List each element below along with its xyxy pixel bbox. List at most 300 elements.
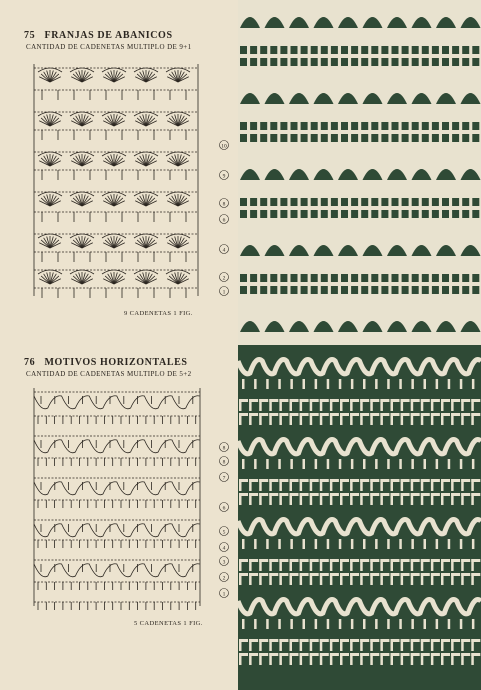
mesh-post — [330, 493, 333, 505]
mesh-post — [239, 573, 242, 585]
mesh-post — [310, 639, 313, 651]
mesh-square — [371, 274, 378, 282]
mesh-post — [320, 479, 323, 491]
mesh-square — [311, 58, 318, 66]
mesh-post — [431, 413, 434, 425]
mesh-square — [321, 210, 328, 218]
mesh-post — [451, 573, 454, 585]
mesh-square — [402, 274, 409, 282]
mesh-post — [441, 479, 444, 491]
mesh-square — [250, 122, 257, 130]
mesh-post — [350, 573, 353, 585]
stitch-post — [448, 619, 451, 629]
stitch-post — [315, 379, 318, 389]
mesh-square — [341, 134, 348, 142]
mesh-post — [411, 573, 414, 585]
mesh-post — [401, 639, 404, 651]
mesh-post — [239, 559, 242, 571]
mesh-post — [269, 493, 272, 505]
mesh-post — [421, 653, 424, 665]
mesh-post — [441, 413, 444, 425]
mesh-post — [360, 493, 363, 505]
mesh-post — [401, 559, 404, 571]
mesh-post — [290, 639, 293, 651]
mesh-post — [239, 653, 242, 665]
stitch-post — [472, 459, 475, 469]
mesh-post — [471, 653, 474, 665]
mesh-square — [240, 198, 247, 206]
mesh-square — [452, 58, 459, 66]
mesh-square — [240, 122, 247, 130]
row-label: 1 — [222, 289, 226, 296]
mesh-square — [432, 286, 439, 294]
mesh-square — [462, 134, 469, 142]
mesh-square — [462, 46, 469, 54]
mesh-post — [350, 399, 353, 411]
stitch-post — [351, 379, 354, 389]
mesh-square — [452, 274, 459, 282]
stitch-post — [436, 539, 439, 549]
row-label: 8 — [222, 459, 226, 466]
stitch-post — [339, 539, 342, 549]
stitch-post — [460, 539, 463, 549]
mesh-square — [402, 198, 409, 206]
mesh-square — [270, 134, 277, 142]
stitch-post — [303, 539, 306, 549]
mesh-post — [310, 399, 313, 411]
mesh-post — [451, 493, 454, 505]
mesh-square — [240, 46, 247, 54]
mesh-post — [431, 399, 434, 411]
mesh-post — [350, 559, 353, 571]
stitch-post — [387, 459, 390, 469]
mesh-square — [351, 198, 358, 206]
mesh-square — [260, 122, 267, 130]
mesh-post — [269, 479, 272, 491]
mesh-post — [330, 653, 333, 665]
row-label: 10 — [221, 143, 227, 150]
mesh-square — [341, 210, 348, 218]
mesh-post — [360, 559, 363, 571]
mesh-post — [259, 493, 262, 505]
mesh-post — [431, 479, 434, 491]
mesh-square — [321, 122, 328, 130]
stitch-post — [460, 619, 463, 629]
mesh-square — [291, 198, 298, 206]
mesh-square — [280, 122, 287, 130]
stitch-post — [375, 379, 378, 389]
mesh-post — [370, 639, 373, 651]
stitch-post — [411, 459, 414, 469]
mesh-post — [259, 653, 262, 665]
mesh-post — [249, 479, 252, 491]
mesh-post — [411, 639, 414, 651]
mesh-square — [331, 134, 338, 142]
mesh-post — [300, 479, 303, 491]
mesh-square — [291, 122, 298, 130]
stitch-post — [411, 539, 414, 549]
mesh-post — [431, 493, 434, 505]
mesh-square — [392, 210, 399, 218]
mesh-post — [249, 399, 252, 411]
mesh-square — [351, 134, 358, 142]
mesh-square — [381, 198, 388, 206]
mesh-square — [381, 210, 388, 218]
mesh-post — [279, 399, 282, 411]
mesh-square — [321, 274, 328, 282]
mesh-post — [310, 559, 313, 571]
mesh-post — [269, 653, 272, 665]
stitch-post — [448, 379, 451, 389]
mesh-square — [361, 46, 368, 54]
stitch-post — [315, 619, 318, 629]
mesh-post — [279, 653, 282, 665]
mesh-post — [421, 639, 424, 651]
pattern-75-heading — [24, 30, 173, 41]
stitch-post — [266, 539, 269, 549]
mesh-square — [371, 286, 378, 294]
mesh-square — [351, 122, 358, 130]
stitch-post — [387, 379, 390, 389]
mesh-square — [452, 210, 459, 218]
mesh-square — [432, 198, 439, 206]
mesh-post — [300, 413, 303, 425]
mesh-square — [462, 198, 469, 206]
stitch-post — [278, 459, 281, 469]
mesh-square — [311, 286, 318, 294]
mesh-post — [411, 653, 414, 665]
mesh-post — [340, 639, 343, 651]
stitch-post — [363, 619, 366, 629]
mesh-square — [371, 46, 378, 54]
mesh-post — [249, 559, 252, 571]
mesh-square — [341, 286, 348, 294]
mesh-post — [391, 573, 394, 585]
row-label: 5 — [222, 529, 226, 536]
mesh-post — [249, 639, 252, 651]
mesh-square — [422, 210, 429, 218]
stitch-post — [303, 379, 306, 389]
mesh-post — [380, 639, 383, 651]
mesh-square — [442, 274, 449, 282]
mesh-square — [392, 134, 399, 142]
mesh-square — [291, 210, 298, 218]
mesh-square — [402, 286, 409, 294]
row-label: 7 — [222, 475, 226, 482]
row-label: 6 — [222, 217, 226, 224]
row-label: 2 — [222, 275, 226, 282]
mesh-square — [452, 286, 459, 294]
mesh-square — [321, 286, 328, 294]
mesh-square — [361, 286, 368, 294]
stitch-post — [315, 459, 318, 469]
mesh-post — [370, 479, 373, 491]
stitch-post — [242, 539, 245, 549]
mesh-square — [301, 58, 308, 66]
mesh-square — [250, 286, 257, 294]
pattern-75-title: FRANJAS DE ABANICOS — [44, 30, 173, 41]
mesh-square — [472, 58, 479, 66]
mesh-square — [301, 122, 308, 130]
mesh-square — [422, 122, 429, 130]
mesh-post — [370, 399, 373, 411]
mesh-square — [472, 210, 479, 218]
mesh-square — [270, 198, 277, 206]
mesh-square — [291, 274, 298, 282]
stitch-post — [472, 379, 475, 389]
mesh-post — [471, 493, 474, 505]
row-label: 3 — [222, 559, 226, 566]
mesh-post — [249, 493, 252, 505]
mesh-square — [452, 198, 459, 206]
mesh-post — [269, 413, 272, 425]
mesh-post — [290, 479, 293, 491]
mesh-square — [361, 198, 368, 206]
mesh-square — [361, 58, 368, 66]
mesh-square — [301, 274, 308, 282]
mesh-square — [280, 286, 287, 294]
stitch-post — [436, 379, 439, 389]
mesh-square — [311, 46, 318, 54]
pattern-76-subtitle: CANTIDAD DE CADENETAS MULTIPLO DE 5+2 — [26, 370, 192, 378]
mesh-post — [451, 639, 454, 651]
mesh-square — [402, 134, 409, 142]
mesh-square — [341, 122, 348, 130]
mesh-post — [461, 399, 464, 411]
mesh-post — [370, 559, 373, 571]
mesh-square — [341, 198, 348, 206]
mesh-post — [269, 559, 272, 571]
mesh-post — [290, 413, 293, 425]
mesh-square — [462, 122, 469, 130]
mesh-square — [280, 134, 287, 142]
mesh-square — [240, 286, 247, 294]
mesh-post — [370, 413, 373, 425]
mesh-post — [350, 653, 353, 665]
mesh-square — [361, 134, 368, 142]
stitch-post — [448, 459, 451, 469]
mesh-post — [300, 653, 303, 665]
mesh-post — [411, 413, 414, 425]
stitch-post — [375, 459, 378, 469]
mesh-square — [250, 58, 257, 66]
mesh-post — [360, 639, 363, 651]
mesh-square — [260, 198, 267, 206]
pattern-75-number: 75 — [24, 30, 36, 41]
mesh-post — [269, 399, 272, 411]
stitch-post — [290, 379, 293, 389]
mesh-square — [432, 46, 439, 54]
mesh-square — [270, 58, 277, 66]
mesh-post — [360, 413, 363, 425]
mesh-square — [422, 134, 429, 142]
mesh-square — [422, 286, 429, 294]
mesh-square — [361, 122, 368, 130]
mesh-post — [300, 573, 303, 585]
mesh-post — [380, 573, 383, 585]
mesh-post — [290, 653, 293, 665]
mesh-square — [291, 46, 298, 54]
mesh-square — [270, 122, 277, 130]
stitch-post — [278, 619, 281, 629]
mesh-post — [239, 493, 242, 505]
mesh-post — [461, 573, 464, 585]
mesh-square — [462, 58, 469, 66]
mesh-square — [381, 274, 388, 282]
mesh-post — [320, 413, 323, 425]
mesh-post — [360, 573, 363, 585]
mesh-square — [462, 286, 469, 294]
stitch-post — [339, 619, 342, 629]
stitch-post — [327, 459, 330, 469]
mesh-square — [301, 198, 308, 206]
mesh-square — [311, 198, 318, 206]
mesh-square — [250, 46, 257, 54]
mesh-square — [270, 46, 277, 54]
stitch-post — [460, 459, 463, 469]
mesh-post — [401, 479, 404, 491]
mesh-post — [380, 653, 383, 665]
mesh-square — [270, 210, 277, 218]
mesh-post — [431, 639, 434, 651]
pattern-75-chart — [28, 56, 234, 306]
mesh-post — [451, 653, 454, 665]
mesh-square — [311, 134, 318, 142]
mesh-square — [472, 274, 479, 282]
stitch-post — [290, 459, 293, 469]
mesh-square — [412, 198, 419, 206]
pattern-76-photo — [238, 345, 481, 690]
mesh-post — [279, 413, 282, 425]
stitch-post — [460, 379, 463, 389]
pattern-76-number: 76 — [24, 357, 36, 368]
mesh-post — [360, 479, 363, 491]
mesh-square — [331, 274, 338, 282]
stitch-post — [303, 459, 306, 469]
mesh-post — [320, 493, 323, 505]
mesh-square — [472, 46, 479, 54]
mesh-square — [442, 58, 449, 66]
mesh-post — [340, 559, 343, 571]
stitch-post — [254, 379, 257, 389]
mesh-post — [279, 493, 282, 505]
row-label: 1 — [222, 591, 226, 598]
mesh-square — [392, 286, 399, 294]
stitch-post — [266, 619, 269, 629]
mesh-post — [259, 559, 262, 571]
mesh-square — [402, 210, 409, 218]
mesh-post — [421, 399, 424, 411]
mesh-post — [461, 479, 464, 491]
mesh-square — [371, 134, 378, 142]
mesh-square — [291, 286, 298, 294]
mesh-square — [402, 58, 409, 66]
mesh-post — [431, 559, 434, 571]
mesh-square — [351, 210, 358, 218]
mesh-square — [240, 274, 247, 282]
stitch-post — [472, 619, 475, 629]
mesh-square — [381, 46, 388, 54]
mesh-post — [360, 653, 363, 665]
mesh-square — [371, 210, 378, 218]
mesh-square — [250, 274, 257, 282]
mesh-square — [321, 134, 328, 142]
row-label: 4 — [222, 247, 226, 254]
mesh-square — [412, 210, 419, 218]
mesh-square — [301, 134, 308, 142]
mesh-square — [472, 286, 479, 294]
mesh-post — [279, 559, 282, 571]
mesh-square — [442, 134, 449, 142]
stitch-post — [375, 619, 378, 629]
stitch-post — [424, 539, 427, 549]
mesh-post — [350, 639, 353, 651]
mesh-post — [401, 413, 404, 425]
mesh-post — [380, 559, 383, 571]
stitch-post — [424, 459, 427, 469]
mesh-square — [280, 198, 287, 206]
stitch-post — [290, 619, 293, 629]
mesh-square — [321, 58, 328, 66]
mesh-post — [451, 559, 454, 571]
mesh-post — [380, 399, 383, 411]
mesh-square — [260, 286, 267, 294]
mesh-post — [310, 479, 313, 491]
mesh-square — [412, 274, 419, 282]
mesh-square — [311, 274, 318, 282]
mesh-post — [461, 493, 464, 505]
mesh-post — [330, 639, 333, 651]
mesh-post — [451, 399, 454, 411]
mesh-post — [461, 653, 464, 665]
mesh-post — [391, 653, 394, 665]
mesh-square — [240, 58, 247, 66]
pattern-76-footnote: 5 CADENETAS 1 FIG. — [134, 620, 203, 627]
mesh-square — [412, 134, 419, 142]
mesh-square — [341, 274, 348, 282]
mesh-square — [240, 134, 247, 142]
pattern-75-subtitle: CANTIDAD DE CADENETAS MULTIPLO DE 9+1 — [26, 43, 192, 51]
stitch-post — [315, 539, 318, 549]
mesh-square — [331, 198, 338, 206]
stitch-post — [327, 619, 330, 629]
mesh-post — [421, 559, 424, 571]
mesh-post — [471, 413, 474, 425]
mesh-post — [290, 399, 293, 411]
mesh-square — [240, 210, 247, 218]
mesh-square — [311, 122, 318, 130]
row-label: 6 — [222, 505, 226, 512]
mesh-square — [422, 198, 429, 206]
mesh-square — [331, 210, 338, 218]
pattern-76-title: MOTIVOS HORIZONTALES — [44, 357, 188, 368]
mesh-post — [421, 479, 424, 491]
mesh-post — [370, 653, 373, 665]
mesh-post — [239, 639, 242, 651]
mesh-square — [472, 122, 479, 130]
mesh-post — [259, 573, 262, 585]
mesh-post — [441, 653, 444, 665]
mesh-square — [392, 198, 399, 206]
row-label: 9 — [222, 173, 226, 180]
stitch-post — [254, 539, 257, 549]
stitch-post — [436, 459, 439, 469]
mesh-square — [301, 286, 308, 294]
mesh-post — [290, 573, 293, 585]
mesh-post — [259, 413, 262, 425]
mesh-square — [351, 286, 358, 294]
stitch-post — [242, 619, 245, 629]
